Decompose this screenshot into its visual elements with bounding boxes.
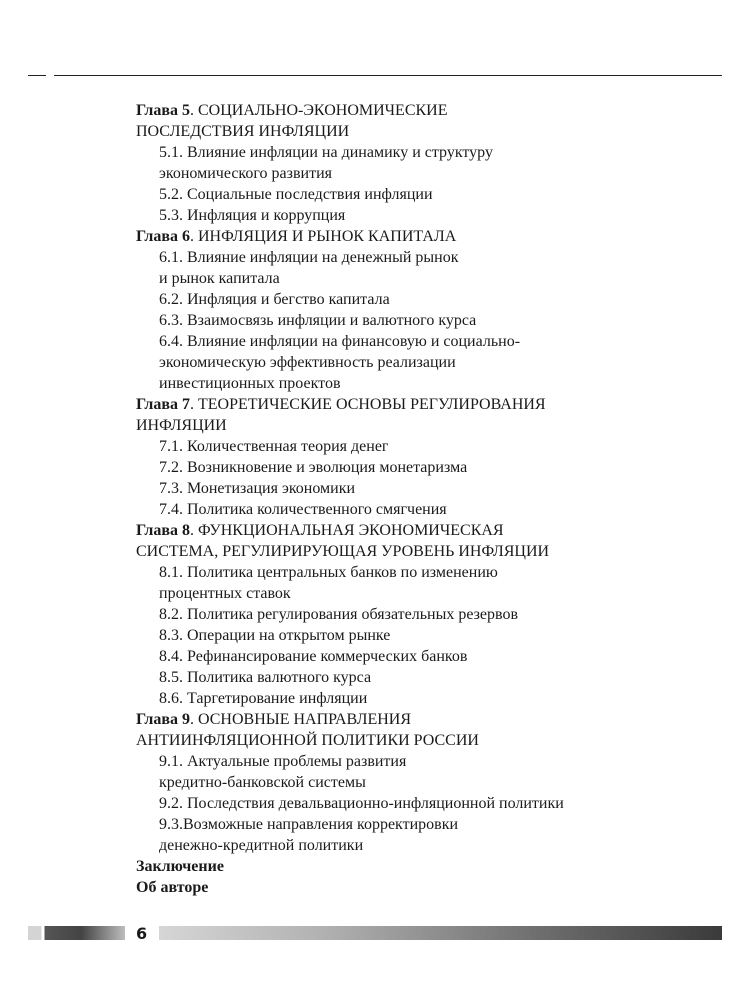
section-entry xyxy=(159,331,696,394)
section-line: 8.1. Политика центральных банков по изменению xyxy=(159,564,498,581)
chapter-title-line: . ИНФЛЯЦИЯ И РЫНОК КАПИТАЛА xyxy=(190,228,457,245)
chapter-prefix: Глава xyxy=(136,228,178,245)
section-entry xyxy=(159,184,696,205)
section-entry xyxy=(159,436,696,457)
section-line: 7.4. Политика количественного смягчения xyxy=(159,501,447,518)
section-line: 5.2. Социальные последствия инфляции xyxy=(159,186,433,203)
footer-bar-right xyxy=(159,926,722,940)
header-rule-short xyxy=(28,75,46,76)
chapter-number: 6 xyxy=(182,228,190,245)
section-line: инвестиционных проектов xyxy=(159,375,341,392)
chapter-title-line: АНТИИНФЛЯЦИОННОЙ ПОЛИТИКИ РОССИИ xyxy=(136,732,479,749)
chapter-number: 9 xyxy=(182,711,190,728)
chapter-prefix: Глава xyxy=(136,102,178,119)
section-line: 8.5. Политика валютного курса xyxy=(159,669,372,686)
section-line: 9.2. Последствия девальвационно-инфляционной политики xyxy=(159,795,564,812)
section-entry xyxy=(159,667,696,688)
chapter-title-line: СИСТЕМА, РЕГУЛИРИРУЮЩАЯ УРОВЕНЬ ИНФЛЯЦИИ xyxy=(136,543,550,560)
section-entry xyxy=(159,499,696,520)
section-line: экономическую эффективность реализации xyxy=(159,354,456,371)
closing-entry: Заключение xyxy=(136,858,224,875)
chapter-prefix: Глава xyxy=(136,711,178,728)
section-line: 6.2. Инфляция и бегство капитала xyxy=(159,291,390,308)
section-line: 8.4. Рефинансирование коммерческих банков xyxy=(159,648,468,665)
section-line: 7.2. Возникновение и эволюция монетаризма xyxy=(159,459,468,476)
section-line: денежно-кредитной политики xyxy=(159,837,364,854)
chapter-title-line: ИНФЛЯЦИИ xyxy=(136,417,227,434)
page-number: 6 xyxy=(136,924,148,943)
closing-entry: Об авторе xyxy=(136,879,209,896)
section-line: 8.6. Таргетирование инфляции xyxy=(159,690,368,707)
chapter-number: 8 xyxy=(182,522,190,539)
chapter-title-line: . ОСНОВНЫЕ НАПРАВЛЕНИЯ xyxy=(190,711,412,728)
table-of-contents xyxy=(136,100,696,898)
section-line: 9.3.Возможные направления корректировки xyxy=(159,816,459,833)
section-line: 5.1. Влияние инфляции на динамику и структуру xyxy=(159,144,493,161)
section-entry xyxy=(159,457,696,478)
page-footer xyxy=(28,925,722,941)
chapter-heading xyxy=(136,520,696,562)
chapter-number: 5 xyxy=(182,102,190,119)
section-entry xyxy=(159,646,696,667)
section-line: 5.3. Инфляция и коррупция xyxy=(159,207,346,224)
chapter-number: 7 xyxy=(182,396,190,413)
section-entry xyxy=(159,688,696,709)
chapter-title-line: . ФУНКЦИОНАЛЬНАЯ ЭКОНОМИЧЕСКАЯ xyxy=(190,522,504,539)
section-entry xyxy=(159,310,696,331)
chapter-title-line: ПОСЛЕДСТВИЯ ИНФЛЯЦИИ xyxy=(136,123,350,140)
section-line: 6.1. Влияние инфляции на денежный рынок xyxy=(159,249,459,266)
section-line: кредитно-банковской системы xyxy=(159,774,366,791)
chapter-heading xyxy=(136,226,696,247)
section-entry xyxy=(159,142,696,184)
section-entry xyxy=(159,562,696,604)
section-line: 8.3. Операции на открытом рынке xyxy=(159,627,391,644)
section-line: и рынок капитала xyxy=(159,270,280,287)
chapter-prefix: Глава xyxy=(136,396,178,413)
chapter-heading xyxy=(136,709,696,751)
section-entry xyxy=(159,604,696,625)
section-line: процентных ставок xyxy=(159,585,291,602)
section-line: 8.2. Политика регулирования обязательных резервов xyxy=(159,606,519,623)
chapter-title-line: . СОЦИАЛЬНО-ЭКОНОМИЧЕСКИЕ xyxy=(190,102,448,119)
chapter-heading xyxy=(136,394,696,436)
footer-bar-left xyxy=(28,926,125,940)
section-line: 9.1. Актуальные проблемы развития xyxy=(159,753,407,770)
section-line: 7.1. Количественная теория денег xyxy=(159,438,389,455)
section-entry xyxy=(159,247,696,289)
header-rule xyxy=(54,75,722,76)
chapter-heading xyxy=(136,100,696,142)
section-entry xyxy=(159,793,696,814)
section-entry xyxy=(159,205,696,226)
section-line: 7.3. Монетизация экономики xyxy=(159,480,356,497)
section-entry xyxy=(159,478,696,499)
chapter-prefix: Глава xyxy=(136,522,178,539)
section-entry xyxy=(159,814,696,856)
section-line: 6.4. Влияние инфляции на финансовую и социально- xyxy=(159,333,521,350)
section-line: 6.3. Взаимосвязь инфляции и валютного курса xyxy=(159,312,477,329)
section-entry xyxy=(159,289,696,310)
section-line: экономического развития xyxy=(159,165,332,182)
section-entry xyxy=(159,751,696,793)
chapter-title-line: . ТЕОРЕТИЧЕСКИЕ ОСНОВЫ РЕГУЛИРОВАНИЯ xyxy=(190,396,546,413)
section-entry xyxy=(159,625,696,646)
